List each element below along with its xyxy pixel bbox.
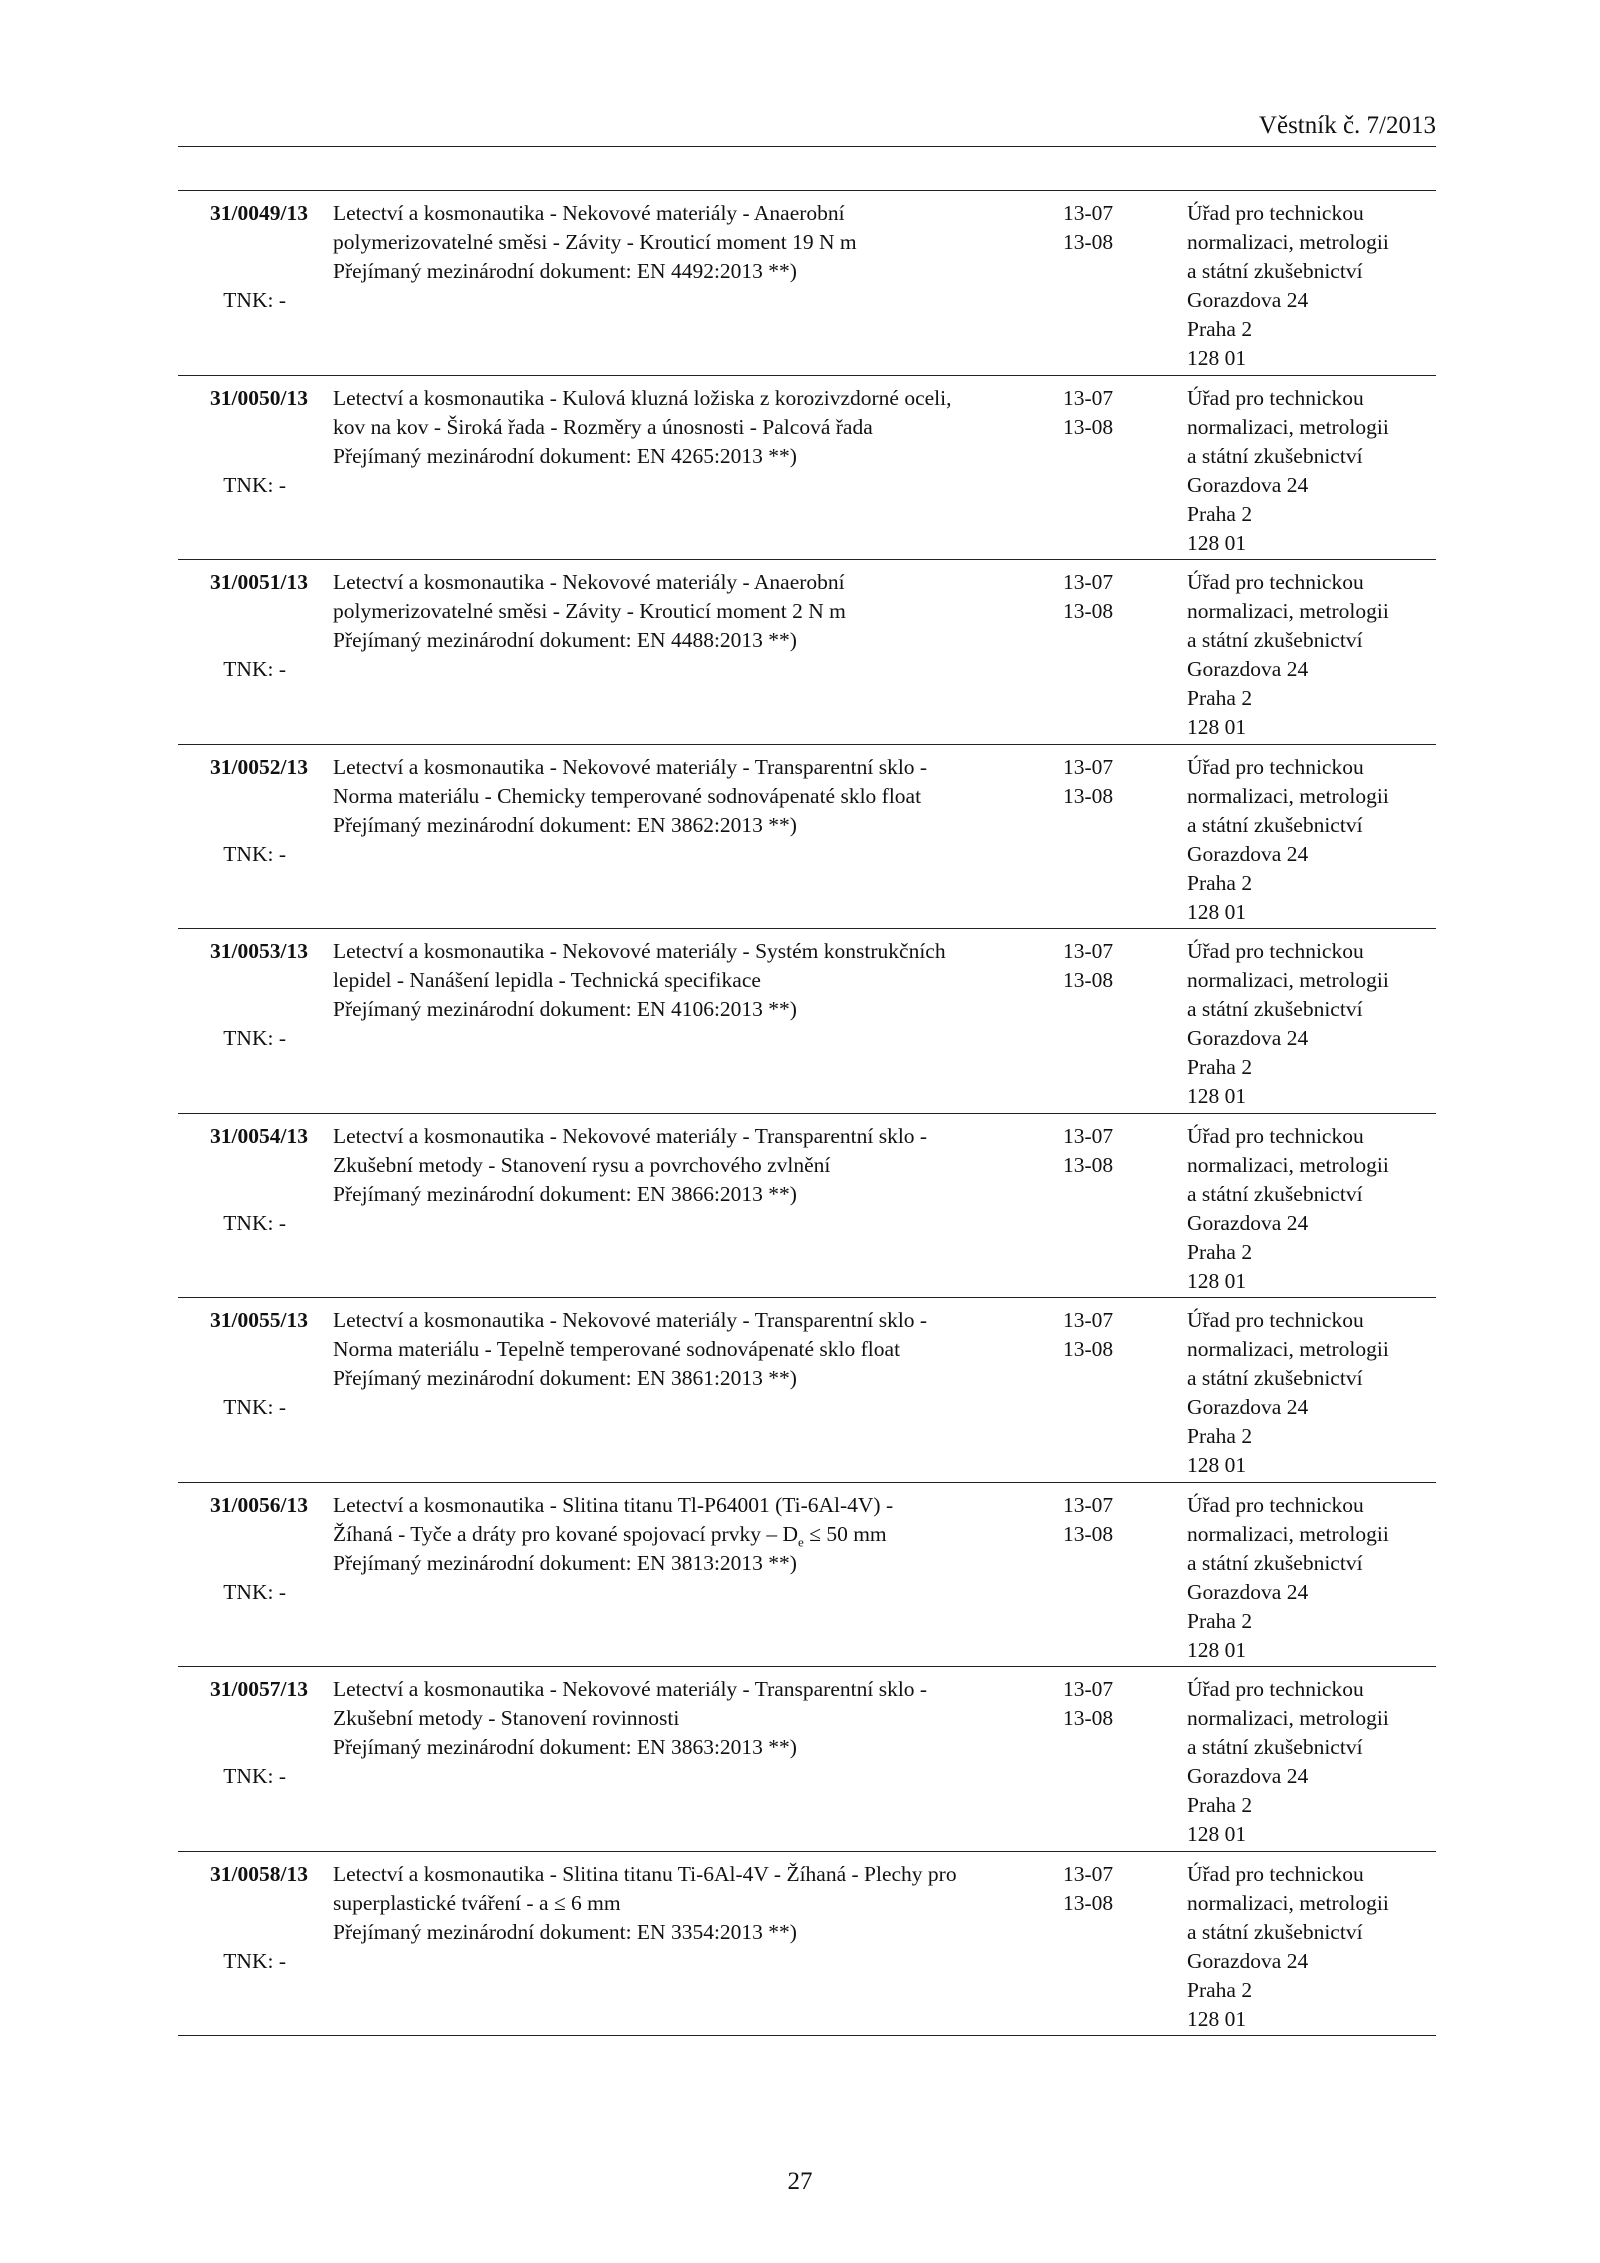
description-line [333, 1675, 1053, 1704]
table-row [178, 745, 1436, 930]
classification-code: 13-08 [1063, 1337, 1114, 1361]
description-text: Letectví a kosmonautika - Nekovové materiály - Systém konstrukčních [333, 939, 946, 963]
table-row [178, 1483, 1436, 1668]
address-line: a státní zkušebnictví [1187, 812, 1363, 837]
classification-codes [1063, 1491, 1143, 1549]
classification-codes [1063, 1675, 1143, 1733]
classification-code: 13-08 [1063, 1890, 1114, 1915]
description-text: Letectví a kosmonautika - Nekovové materiály - Anaerobní [333, 201, 845, 225]
description-line [333, 937, 1053, 966]
description-text: Zkušební metody - Stanovení rysu a povrchového zvlnění [333, 1152, 831, 1177]
standard-number: 31/0050/13 [210, 385, 308, 410]
classification-code: 13-08 [1063, 1152, 1114, 1177]
journal-title: Věstník č. 7/2013 [1258, 112, 1436, 139]
description-line [333, 1364, 1053, 1393]
address-line: Praha 2 [1187, 870, 1253, 895]
processor-address [1187, 1491, 1437, 1665]
description-text: Přejímaný mezinárodní dokument: EN 3866:2013 **) [333, 1181, 797, 1206]
standard-description [333, 753, 1053, 840]
standard-description [333, 937, 1053, 1024]
description-text: Letectví a kosmonautika - Nekovové materiály - Anaerobní [333, 570, 845, 594]
table-row [178, 560, 1436, 745]
address-line: Gorazdova 24 [1187, 1579, 1309, 1604]
classification-codes [1063, 1860, 1143, 1918]
address-line: Úřad pro technickou [1187, 1861, 1364, 1886]
standard-description [333, 1491, 1053, 1578]
description-text: polymerizovatelné směsi - Závity - Krouticí moment 19 N m [333, 230, 857, 254]
address-line: Gorazdova 24 [1187, 1764, 1309, 1788]
standard-number: 31/0049/13 [210, 201, 308, 225]
description-text: Přejímaný mezinárodní dokument: EN 3862:2013 **) [333, 812, 797, 837]
table-row [178, 1667, 1436, 1852]
address-line: 128 01 [1187, 1822, 1247, 1846]
description-text: lepidel - Nanášení lepidla - Technická specifikace [333, 968, 761, 992]
address-line: normalizaci, metrologii [1187, 414, 1389, 439]
description-text: Letectví a kosmonautika - Kulová kluzná ložiska z korozivzdorné oceli, [333, 385, 952, 410]
processor-address [1187, 1122, 1437, 1296]
description-line [333, 1151, 1053, 1180]
description-line [333, 228, 1053, 257]
classification-code: 13-08 [1063, 968, 1114, 992]
description-line [333, 199, 1053, 228]
standard-description [333, 384, 1053, 471]
description-text: Přejímaný mezinárodní dokument: EN 4492:2013 **) [333, 259, 797, 283]
description-text: Žíhaná - Tyče a dráty pro kované spojovací prvky – D [333, 1521, 798, 1546]
address-line: Praha 2 [1187, 686, 1253, 710]
table-row [178, 1298, 1436, 1483]
classification-code: 13-07 [1063, 1492, 1114, 1517]
address-line: Gorazdova 24 [1187, 472, 1309, 497]
tnk-label: TNK: - [223, 1948, 286, 1973]
table-row [178, 1114, 1436, 1299]
description-line [333, 1306, 1053, 1335]
address-line: 128 01 [1187, 1453, 1247, 1477]
tnk-label: TNK: - [223, 1395, 286, 1419]
processor-address [1187, 1860, 1437, 2034]
address-line: a státní zkušebnictví [1187, 1735, 1363, 1759]
address-line: 128 01 [1187, 346, 1247, 370]
table-row [178, 191, 1436, 376]
tnk-label: TNK: - [223, 472, 286, 497]
processor-address [1187, 1306, 1437, 1480]
address-line: a státní zkušebnictví [1187, 1550, 1363, 1575]
address-line: Praha 2 [1187, 1055, 1253, 1079]
address-line: Úřad pro technickou [1187, 1123, 1364, 1148]
address-line: a státní zkušebnictví [1187, 443, 1363, 468]
tnk-label: TNK: - [223, 1764, 286, 1788]
classification-codes [1063, 384, 1143, 442]
address-line: normalizaci, metrologii [1187, 599, 1389, 623]
address-line: normalizaci, metrologii [1187, 1152, 1389, 1177]
address-line: Úřad pro technickou [1187, 939, 1364, 963]
standard-number: 31/0054/13 [210, 1123, 308, 1148]
address-line: Gorazdova 24 [1187, 1395, 1309, 1419]
classification-codes [1063, 1306, 1143, 1364]
address-line: Úřad pro technickou [1187, 1677, 1364, 1701]
standard-description [333, 1306, 1053, 1393]
description-text: superplastické tváření - a ≤ 6 mm [333, 1890, 621, 1915]
description-line [333, 753, 1053, 782]
address-line: a státní zkušebnictví [1187, 997, 1363, 1021]
address-line: a státní zkušebnictví [1187, 628, 1363, 652]
address-line: Úřad pro technickou [1187, 385, 1364, 410]
description-text: Norma materiálu - Chemicky temperované sodnovápenaté sklo float [333, 783, 922, 808]
processor-address [1187, 937, 1437, 1111]
description-text: Přejímaný mezinárodní dokument: EN 4488:2013 **) [333, 628, 797, 652]
classification-code: 13-08 [1063, 783, 1114, 808]
table-row [178, 1852, 1436, 2037]
description-line [333, 966, 1053, 995]
standard-description [333, 1860, 1053, 1947]
subscript: e [797, 1533, 804, 1549]
processor-address [1187, 199, 1437, 373]
standard-description [333, 1122, 1053, 1209]
description-line [333, 1918, 1053, 1947]
tnk-label: TNK: - [223, 1210, 286, 1235]
address-line: Gorazdova 24 [1187, 1210, 1309, 1235]
description-text: Letectví a kosmonautika - Nekovové materiály - Transparentní sklo - [333, 754, 928, 779]
description-line [333, 1520, 1053, 1549]
address-line: Praha 2 [1187, 1608, 1253, 1633]
description-text: Letectví a kosmonautika - Nekovové materiály - Transparentní sklo - [333, 1308, 928, 1332]
classification-codes [1063, 568, 1143, 626]
classification-code: 13-08 [1063, 599, 1114, 623]
processor-address [1187, 384, 1437, 558]
description-line [333, 995, 1053, 1024]
table-row [178, 376, 1436, 561]
address-line: Gorazdova 24 [1187, 657, 1309, 681]
processor-address [1187, 568, 1437, 742]
description-text: Norma materiálu - Tepelně temperované sodnovápenaté sklo float [333, 1337, 901, 1361]
classification-code: 13-07 [1063, 1308, 1114, 1332]
standards-table [178, 190, 1436, 2036]
description-line [333, 257, 1053, 286]
description-text: Letectví a kosmonautika - Slitina titanu Ti-6Al-4V - Žíhaná - Plechy pro [333, 1861, 957, 1886]
address-line: Gorazdova 24 [1187, 1026, 1309, 1050]
address-line: 128 01 [1187, 530, 1247, 555]
processor-address [1187, 1675, 1437, 1849]
standard-description [333, 199, 1053, 286]
description-line [333, 782, 1053, 811]
address-line: a státní zkušebnictví [1187, 1919, 1363, 1944]
classification-code: 13-07 [1063, 939, 1114, 963]
page-header [178, 108, 1436, 147]
classification-code: 13-07 [1063, 1861, 1114, 1886]
address-line: Úřad pro technickou [1187, 1492, 1364, 1517]
address-line: Praha 2 [1187, 1424, 1253, 1448]
address-line: 128 01 [1187, 899, 1247, 924]
table-row [178, 929, 1436, 1114]
classification-code: 13-07 [1063, 1677, 1114, 1701]
standard-number: 31/0058/13 [210, 1861, 308, 1886]
description-line [333, 384, 1053, 413]
address-line: normalizaci, metrologii [1187, 1337, 1389, 1361]
classification-code: 13-07 [1063, 754, 1114, 779]
description-line [333, 1180, 1053, 1209]
address-line: 128 01 [1187, 715, 1247, 739]
classification-code: 13-07 [1063, 201, 1114, 225]
description-text: kov na kov - Široká řada - Rozměry a únosnosti - Palcová řada [333, 414, 873, 439]
classification-codes [1063, 1122, 1143, 1180]
address-line: normalizaci, metrologii [1187, 230, 1389, 254]
description-line [333, 413, 1053, 442]
classification-codes [1063, 753, 1143, 811]
address-line: 128 01 [1187, 1084, 1247, 1108]
tnk-label: TNK: - [223, 841, 286, 866]
classification-code: 13-07 [1063, 570, 1114, 594]
description-text: Přejímaný mezinárodní dokument: EN 4265:2013 **) [333, 443, 797, 468]
description-text: Přejímaný mezinárodní dokument: EN 3354:2013 **) [333, 1919, 797, 1944]
description-line [333, 811, 1053, 840]
address-line: Praha 2 [1187, 1977, 1253, 2002]
standard-number: 31/0053/13 [210, 939, 308, 963]
address-line: normalizaci, metrologii [1187, 968, 1389, 992]
description-line [333, 1704, 1053, 1733]
address-line: a státní zkušebnictví [1187, 259, 1363, 283]
description-line [333, 1889, 1053, 1918]
address-line: Úřad pro technickou [1187, 201, 1364, 225]
standard-description [333, 1675, 1053, 1762]
address-line: normalizaci, metrologii [1187, 1521, 1389, 1546]
description-line [333, 1860, 1053, 1889]
description-text: Letectví a kosmonautika - Slitina titanu Tl-P64001 (Ti-6Al-4V) - [333, 1492, 894, 1517]
address-line: Gorazdova 24 [1187, 841, 1309, 866]
description-text: Přejímaný mezinárodní dokument: EN 4106:2013 **) [333, 997, 797, 1021]
description-line [333, 1733, 1053, 1762]
standard-number: 31/0055/13 [210, 1308, 308, 1332]
description-text: polymerizovatelné směsi - Závity - Krouticí moment 2 N m [333, 599, 846, 623]
standard-number: 31/0052/13 [210, 754, 308, 779]
address-line: normalizaci, metrologii [1187, 783, 1389, 808]
address-line: 128 01 [1187, 2006, 1247, 2031]
processor-address [1187, 753, 1437, 927]
tnk-label: TNK: - [223, 1579, 286, 1604]
classification-code: 13-08 [1063, 230, 1114, 254]
address-line: a státní zkušebnictví [1187, 1366, 1363, 1390]
address-line: Praha 2 [1187, 1793, 1253, 1817]
description-line [333, 597, 1053, 626]
address-line: normalizaci, metrologii [1187, 1890, 1389, 1915]
page-number: 27 [787, 2168, 813, 2195]
standard-number: 31/0051/13 [210, 570, 308, 594]
classification-codes [1063, 937, 1143, 995]
classification-code: 13-08 [1063, 1706, 1114, 1730]
address-line: a státní zkušebnictví [1187, 1181, 1363, 1206]
classification-code: 13-07 [1063, 1123, 1114, 1148]
description-text: Přejímaný mezinárodní dokument: EN 3813:2013 **) [333, 1550, 797, 1575]
tnk-label: TNK: - [223, 288, 286, 312]
tnk-label: TNK: - [223, 657, 286, 681]
description-line [333, 1122, 1053, 1151]
description-text: Letectví a kosmonautika - Nekovové materiály - Transparentní sklo - [333, 1677, 928, 1701]
tnk-label: TNK: - [223, 1026, 286, 1050]
address-line: Úřad pro technickou [1187, 754, 1364, 779]
address-line: Praha 2 [1187, 501, 1253, 526]
classification-codes [1063, 199, 1143, 257]
address-line: 128 01 [1187, 1637, 1247, 1662]
description-text: Zkušební metody - Stanovení rovinnosti [333, 1706, 680, 1730]
address-line: Gorazdova 24 [1187, 288, 1309, 312]
description-line [333, 1491, 1053, 1520]
classification-code: 13-08 [1063, 1521, 1114, 1546]
address-line: normalizaci, metrologii [1187, 1706, 1389, 1730]
classification-code: 13-07 [1063, 385, 1114, 410]
address-line: Gorazdova 24 [1187, 1948, 1309, 1973]
description-text: Přejímaný mezinárodní dokument: EN 3861:2013 **) [333, 1366, 797, 1390]
standard-description [333, 568, 1053, 655]
description-text-tail: ≤ 50 mm [803, 1521, 887, 1546]
address-line: 128 01 [1187, 1268, 1247, 1293]
description-line [333, 1549, 1053, 1578]
classification-code: 13-08 [1063, 414, 1114, 439]
description-text: Přejímaný mezinárodní dokument: EN 3863:2013 **) [333, 1735, 797, 1759]
description-line [333, 626, 1053, 655]
description-text: Letectví a kosmonautika - Nekovové materiály - Transparentní sklo - [333, 1123, 928, 1148]
description-line [333, 1335, 1053, 1364]
address-line: Úřad pro technickou [1187, 1308, 1364, 1332]
standard-number: 31/0056/13 [210, 1492, 308, 1517]
description-line [333, 442, 1053, 471]
description-line [333, 568, 1053, 597]
address-line: Praha 2 [1187, 317, 1253, 341]
address-line: Praha 2 [1187, 1239, 1253, 1264]
address-line: Úřad pro technickou [1187, 570, 1364, 594]
standard-number: 31/0057/13 [210, 1677, 308, 1701]
